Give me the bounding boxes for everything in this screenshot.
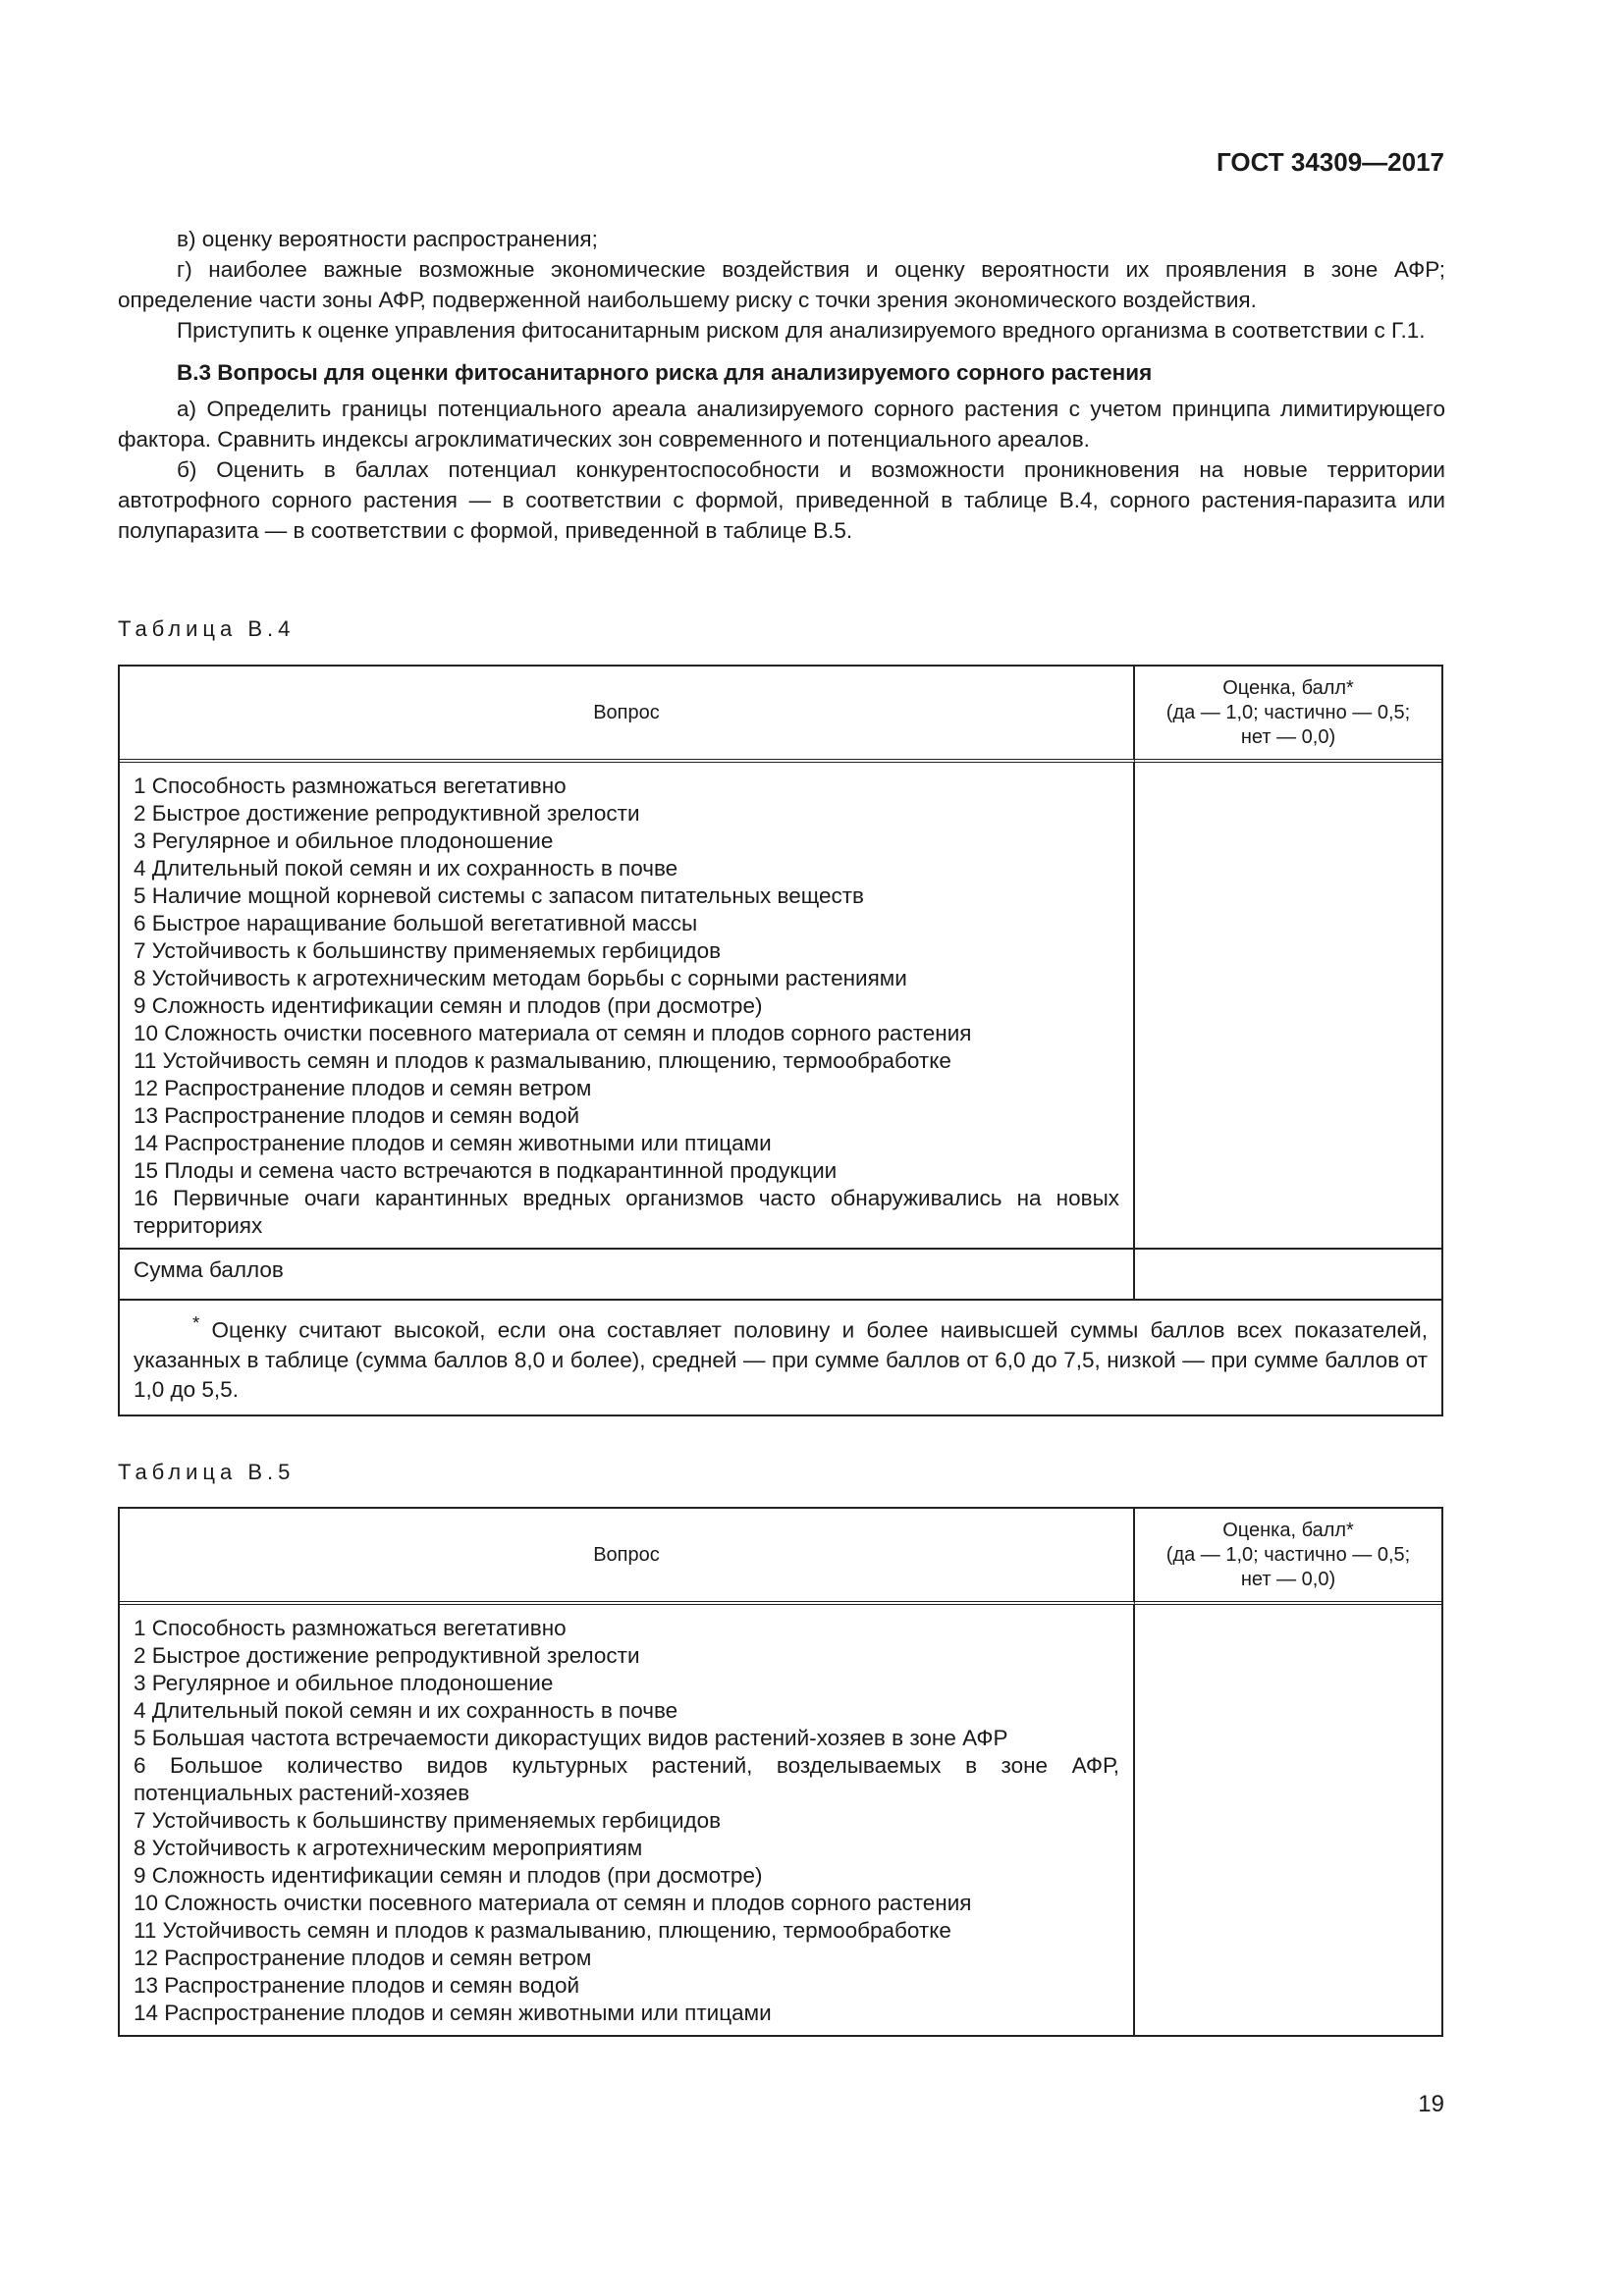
- list-item: 1 Способность размножаться вегетативно: [134, 1616, 567, 1640]
- list-item: 8 Устойчивость к агротехническим мероприятиям: [134, 1836, 643, 1860]
- list-item: 13 Распространение плодов и семян водой: [134, 1103, 580, 1128]
- list-item: 14 Распространение плодов и семян животными или птицами: [134, 1131, 772, 1155]
- table-b4-header-question: Вопрос: [120, 667, 1135, 763]
- list-item: 6 Быстрое наращивание большой вегетативной массы: [134, 911, 698, 935]
- footnote-text: Оценку считают высокой, если она составляет половину и более наивысшей суммы баллов всех показателей, указанных в таблице (сумма баллов 8,0 и более), средней — при сумме баллов от 6,0 до 7,5, низкой — при сумме баллов от 1,0 до 5,5.: [134, 1317, 1428, 1402]
- list-item: 8 Устойчивость к агротехническим методам борьбы с сорными растениями: [134, 966, 907, 990]
- table-b4-score-cell: [1135, 763, 1441, 1248]
- paragraph: в) оценку вероятности распространения;: [177, 227, 598, 251]
- list-item: 12 Распространение плодов и семян ветром: [134, 1946, 592, 1970]
- list-item: 10 Сложность очистки посевного материала от семян и плодов сорного растения: [134, 1021, 972, 1045]
- paragraph: г) наиболее важные возможные экономические воздействия и оценку вероятности их проявления в зоне АФР; определение части зоны АФР, подверженной наибольшему риску с точки зрения экономического воздействия.: [118, 257, 1445, 312]
- score-header-line: Оценка, балл*: [1222, 1519, 1354, 1541]
- list-item: 9 Сложность идентификации семян и плодов (при досмотре): [134, 1863, 763, 1888]
- table-b4-header-score: [1135, 667, 1441, 763]
- list-item: 2 Быстрое достижение репродуктивной зрелости: [134, 1643, 640, 1668]
- score-header-line: (да — 1,0; частично — 0,5;: [1165, 701, 1411, 723]
- table-b5-questions: [120, 1605, 1135, 2035]
- table-b5-header-question: Вопрос: [120, 1509, 1135, 1605]
- list-item: 1 Способность размножаться вегетативно: [134, 774, 567, 798]
- list-item: 14 Распространение плодов и семян животными или птицами: [134, 2001, 772, 2025]
- table-b4-sum-score: [1135, 1248, 1441, 1299]
- list-item: 6 Большое количество видов культурных растений, возделываемых в зоне АФР, потенциальных растений-хозяев: [134, 1753, 1119, 1805]
- list-item: 16 Первичные очаги карантинных вредных организмов часто обнаруживались на новых территориях: [134, 1186, 1119, 1238]
- paragraph: а) Определить границы потенциального ареала анализируемого сорного растения с учетом принципа лимитирующего фактора. Сравнить индексы агроклиматических зон современного и потенциального ареалов.: [118, 397, 1445, 452]
- section-heading: В.3 Вопросы для оценки фитосанитарного риска для анализируемого сорного растения: [177, 360, 1153, 385]
- list-item: 3 Регулярное и обильное плодоношение: [134, 828, 554, 853]
- score-header-line: нет — 0,0): [1240, 725, 1336, 748]
- list-item: 5 Большая частота встречаемости дикорастущих видов растений-хозяев в зоне АФР: [134, 1726, 1008, 1750]
- list-item: 10 Сложность очистки посевного материала от семян и плодов сорного растения: [134, 1891, 972, 1915]
- list-item: 9 Сложность идентификации семян и плодов (при досмотре): [134, 993, 763, 1018]
- list-item: 7 Устойчивость к большинству применяемых гербицидов: [134, 938, 722, 963]
- table-b4-questions: [120, 763, 1135, 1248]
- score-header-line: нет — 0,0): [1240, 1568, 1336, 1590]
- paragraph: б) Оценить в баллах потенциал конкурентоспособности и возможности проникновения на новые территории автотрофного сорного растения — в соответствии с формой, приведенной в таблице В.4, сорного растения-паразита или полупаразита — в соответствии с формой, приведенной в таблице В.5.: [118, 457, 1445, 543]
- list-item: 5 Наличие мощной корневой системы с запасом питательных веществ: [134, 883, 865, 908]
- list-item: 7 Устойчивость к большинству применяемых гербицидов: [134, 1808, 722, 1833]
- paragraph: Приступить к оценке управления фитосанитарным риском для анализируемого вредного организма в соответствии с Г.1.: [177, 318, 1426, 343]
- score-header-line: Оценка, балл*: [1222, 676, 1354, 699]
- list-item: 13 Распространение плодов и семян водой: [134, 1973, 580, 1998]
- table-b5-title: Таблица В.5: [118, 1460, 296, 1484]
- table-b4-sum-label: Сумма баллов: [120, 1248, 1135, 1299]
- body-text: [118, 224, 1445, 546]
- list-item: 2 Быстрое достижение репродуктивной зрелости: [134, 801, 640, 826]
- list-item: 11 Устойчивость семян и плодов к размалыванию, плющению, термообработке: [134, 1918, 951, 1943]
- list-item: 4 Длительный покой семян и их сохранность в почве: [134, 1698, 678, 1723]
- table-b4-title: Таблица В.4: [118, 616, 296, 641]
- table-b5: [118, 1507, 1443, 2037]
- table-b4: [118, 665, 1443, 1416]
- page-number: 19: [1418, 2091, 1444, 2117]
- table-b5-score-cell: [1135, 1605, 1441, 2035]
- list-item: 12 Распространение плодов и семян ветром: [134, 1076, 592, 1100]
- list-item: 3 Регулярное и обильное плодоношение: [134, 1671, 554, 1695]
- table-b5-header-score: [1135, 1509, 1441, 1605]
- score-header-line: (да — 1,0; частично — 0,5;: [1165, 1543, 1411, 1566]
- document-header: ГОСТ 34309—2017: [1217, 147, 1444, 177]
- list-item: 4 Длительный покой семян и их сохранность в почве: [134, 856, 678, 881]
- table-b4-footnote: [120, 1299, 1441, 1415]
- footnote-mark: *: [192, 1312, 200, 1333]
- list-item: 11 Устойчивость семян и плодов к размалыванию, плющению, термообработке: [134, 1048, 951, 1073]
- list-item: 15 Плоды и семена часто встречаются в подкарантинной продукции: [134, 1158, 838, 1183]
